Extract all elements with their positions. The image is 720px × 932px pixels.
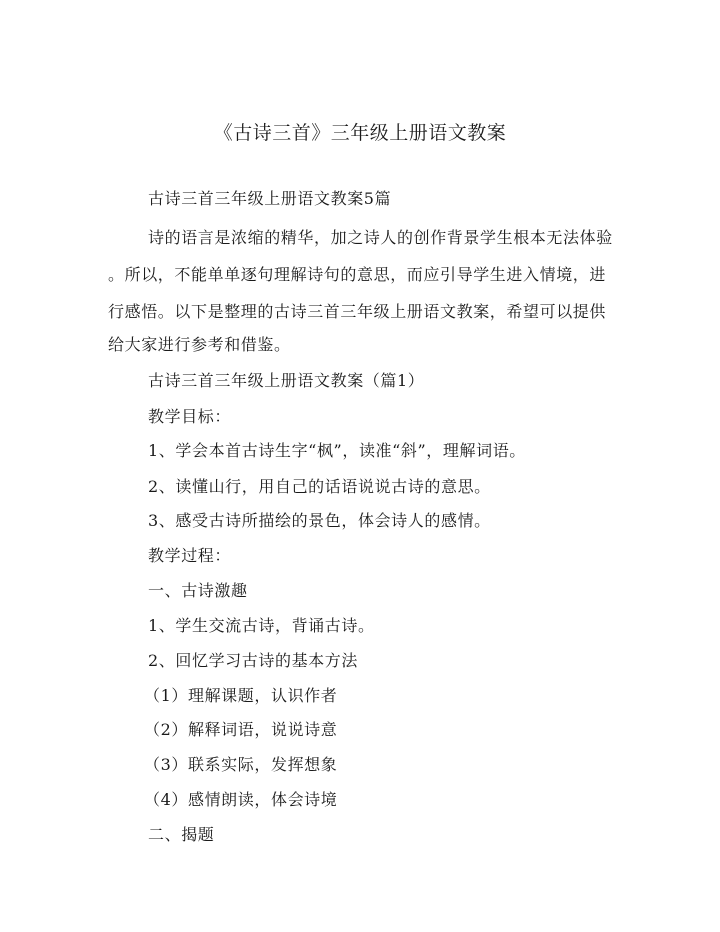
intro-line-1: 诗的语言是浓缩的精华，加之诗人的创作背景学生根本无法体验 <box>148 228 613 247</box>
document-subtitle: 古诗三首三年级上册语文教案5篇 <box>148 189 392 208</box>
part2-heading: 二、揭题 <box>148 825 215 844</box>
part1-heading: 一、古诗激趣 <box>148 581 248 600</box>
method-item-3: （3）联系实际，发挥想象 <box>144 755 338 774</box>
goal-item-3: 3、感受古诗所描绘的景色，体会诗人的感情。 <box>148 511 491 530</box>
section-heading: 古诗三首三年级上册语文教案（篇1） <box>148 371 425 390</box>
process-heading: 教学过程： <box>148 546 232 565</box>
intro-line-2: 。所以，不能单单逐句理解诗句的意思，而应引导学生进入情境，进 <box>108 265 607 284</box>
document-title: 《古诗三首》三年级上册语文教案 <box>213 122 507 144</box>
method-item-2: （2）解释词语，说说诗意 <box>144 720 338 739</box>
goals-heading: 教学目标： <box>148 407 232 426</box>
method-item-4: （4）感情朗读，体会诗境 <box>144 790 338 809</box>
goal-item-2: 2、读懂山行，用自己的话语说说古诗的意思。 <box>148 477 491 496</box>
goal-item-1: 1、学会本首古诗生字“枫”，读准“斜”，理解词语。 <box>148 441 526 460</box>
part1-item-2: 2、回忆学习古诗的基本方法 <box>148 651 358 670</box>
method-item-1: （1）理解课题，认识作者 <box>144 686 338 705</box>
part1-item-1: 1、学生交流古诗，背诵古诗。 <box>148 616 375 635</box>
intro-line-3: 行感悟。以下是整理的古诗三首三年级上册语文教案，希望可以提供 <box>108 302 607 321</box>
intro-line-4: 给大家进行参考和借鉴。 <box>108 335 291 354</box>
